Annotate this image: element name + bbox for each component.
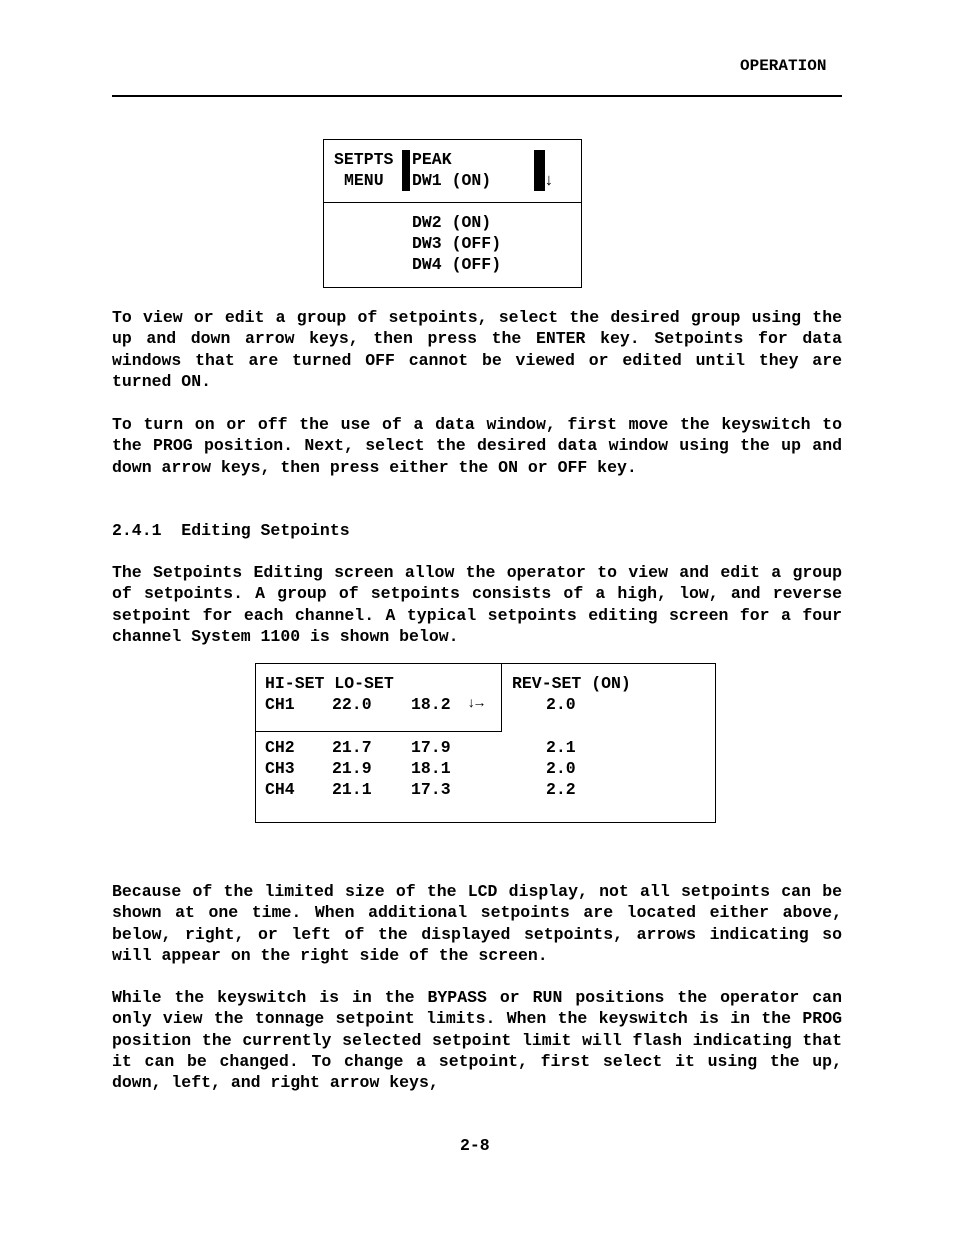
lcd-divider: [324, 202, 581, 203]
page-number: 2-8: [460, 1136, 490, 1155]
row-ch1-lo: 18.2: [411, 695, 451, 714]
row-ch4-lo: 17.3: [411, 780, 451, 799]
lcd-setpoints-menu: [323, 139, 582, 288]
row-ch3-lo: 18.1: [411, 759, 451, 778]
row-ch3-label: CH3: [265, 759, 295, 778]
lcd-setpoints-editing: [255, 663, 716, 823]
section-header: OPERATION: [740, 57, 827, 75]
lcd-menu-item-peak: PEAK: [412, 150, 452, 169]
section-heading: 2.4.1 Editing Setpoints: [112, 521, 350, 540]
lcd-cursor-block: [402, 150, 410, 191]
lcd-menu-item-dw3: DW3 (OFF): [412, 234, 502, 253]
down-arrow-icon: ↓: [544, 171, 554, 190]
row-ch1-hi: 22.0: [332, 695, 372, 714]
row-ch3-hi: 21.9: [332, 759, 372, 778]
header-rule: [112, 95, 842, 97]
paragraph-view-edit: To view or edit a group of setpoints, select the desired group using the up and down arrow keys, then press the ENTER key. Setpoints for data windows that are turned OFF cannot be viewed or edited until they are turned ON.: [112, 308, 842, 391]
lcd-menu-item-dw2: DW2 (ON): [412, 213, 492, 232]
row-ch2-rev: 2.1: [546, 738, 576, 757]
scroll-arrows-icon: ↓→: [467, 696, 484, 712]
paragraph-turn-on-off: To turn on or off the use of a data window, first move the keyswitch to the PROG position. Next, select the desired data window using the up and down arrow keys, then press either the ON or OFF key.: [112, 415, 842, 477]
paragraph-keyswitch: While the keyswitch is in the BYPASS or RUN positions the operator can only view the tonnage setpoint limits. When the keyswitch is in the PROG position the currently selected setpoint limit will flash indicating that it can be changed. To change a setpoint, first select it using the up, down, left, and right arrow keys,: [112, 988, 842, 1092]
row-ch4-hi: 21.1: [332, 780, 372, 799]
row-ch2-label: CH2: [265, 738, 295, 757]
paragraph-editing-screen: The Setpoints Editing screen allow the operator to view and edit a group of setpoints. A group of setpoints consists of a high, low, and reverse setpoint for each channel. A typical setpoints editing screen for a four channel System 1100 is shown below.: [112, 563, 842, 646]
lcd-menu-item-dw1: DW1 (ON): [412, 171, 492, 190]
lcd-menu-title: SETPTS: [334, 150, 394, 169]
paragraph-lcd-limits: Because of the limited size of the LCD display, not all setpoints can be shown at one time. When additional setpoints are located either above, below, right, or left of the displayed setpoints, arrows indicating so will appear on the right side of the screen.: [112, 882, 842, 965]
row-ch4-label: CH4: [265, 780, 295, 799]
lcd-menu-item-dw4: DW4 (OFF): [412, 255, 502, 274]
row-ch1-label: CH1: [265, 695, 295, 714]
lcd-header-rev: REV-SET (ON): [512, 674, 631, 693]
row-ch1-rev: 2.0: [546, 695, 576, 714]
row-ch2-lo: 17.9: [411, 738, 451, 757]
lcd-menu-label: MENU: [344, 171, 384, 190]
row-ch2-hi: 21.7: [332, 738, 372, 757]
row-ch3-rev: 2.0: [546, 759, 576, 778]
row-ch4-rev: 2.2: [546, 780, 576, 799]
lcd-header-hi-lo: HI-SET LO-SET: [265, 674, 394, 693]
